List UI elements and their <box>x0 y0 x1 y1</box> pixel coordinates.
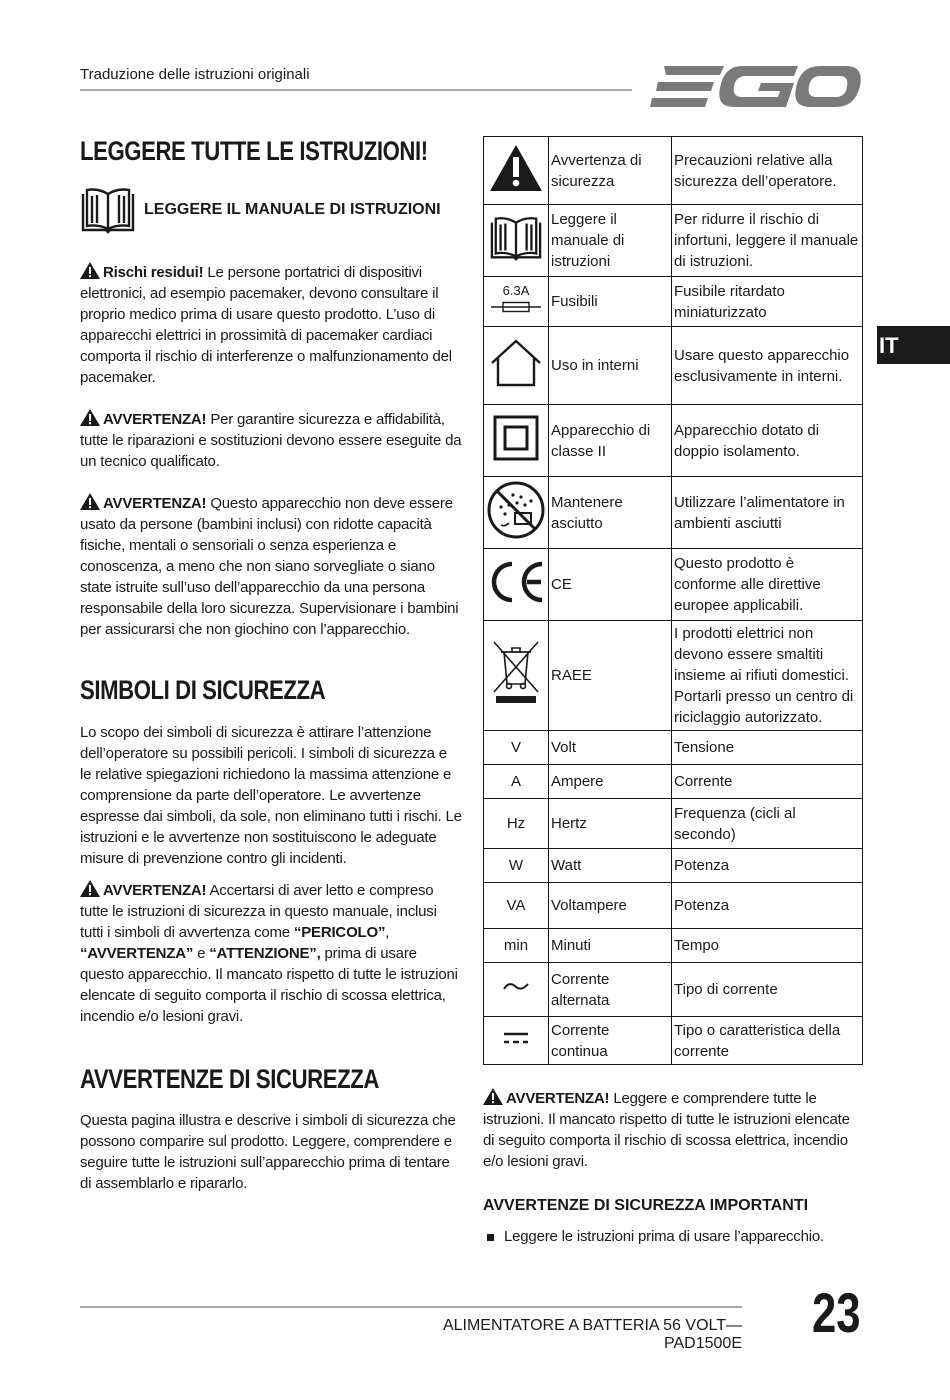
symbol-cell: V <box>484 731 549 765</box>
table-row <box>484 621 863 731</box>
symbol-name: Ampere <box>549 765 672 799</box>
symbol-name: Apparecchio di classe II <box>549 405 672 477</box>
symbols-table <box>483 136 863 1065</box>
symbol-name: Volt <box>549 731 672 765</box>
symbol-name: Watt <box>549 849 672 883</box>
fuse-rating: 6.3A <box>502 283 530 298</box>
warning-triangle-icon <box>483 1088 503 1105</box>
warning-text: Leggere e comprendere tutte le istruzioni. Il mancato rispetto di tutte le istruzioni elencate di seguito comporta il rischio di scossa elettrica, incendio e/o lesioni gravi. <box>483 1090 850 1170</box>
warning-label: AVVERTENZA! <box>103 882 207 899</box>
symbol-cell: VA <box>484 883 549 929</box>
warning-triangle-icon <box>80 880 100 897</box>
symbol-name: Voltampere <box>549 883 672 929</box>
symbol-cell <box>484 1017 549 1065</box>
rischi-paragraph <box>80 262 462 388</box>
symbol-desc: Tipo di corrente <box>672 963 863 1017</box>
symbol-desc: Tempo <box>672 929 863 963</box>
table-row <box>484 137 863 205</box>
symbol-name: Leggere il manuale di istruzioni <box>549 205 672 277</box>
symbol-desc: Usare questo apparecchio esclusivamente in interni. <box>672 327 863 405</box>
warning-label: AVVERTENZA! <box>506 1090 610 1107</box>
symbol-name: Mantenere asciutto <box>549 477 672 549</box>
language-tab: IT <box>877 326 950 364</box>
footer-product: ALIMENTATORE A BATTERIA 56 VOLT— PAD1500E <box>442 1317 742 1352</box>
symbol-desc: Fusibile ritardato miniaturizzato <box>672 277 863 327</box>
warning-read-all-paragraph <box>80 880 462 1027</box>
symbol-desc: Potenza <box>672 883 863 929</box>
warning-text-sep: e <box>193 945 210 962</box>
heading-safety-symbols: SIMBOLI DI SICUREZZA <box>80 675 326 705</box>
symbol-desc: I prodotti elettrici non devono essere smaltiti insieme ai rifiuti domestici. Portarli presso un centro di riciclaggio autorizzato. <box>672 621 863 731</box>
symbols-intro-paragraph: Lo scopo dei simboli di sicurezza è attirare l’attenzione dell’operatore su possibili pericoli. I simboli di sicurezza e le relative spiegazioni richiedono la massima attenzione e comprensione da parte dell’operatore. Le avvertenze espresse dai simboli, da sole, non eliminano tutti i rischi. Le istruzioni e le avvertenze non sostituiscono le adeguate misure di prevenzione contro gli incidenti. <box>80 724 462 867</box>
bullet-icon <box>487 1234 494 1241</box>
warning-text-end: prima di usare questo apparecchio. Il mancato rispetto di tutte le istruzioni elencate di seguito comporta il rischio di scossa elettrica, incendio e/o lesioni gravi. <box>80 945 458 1025</box>
warning-read-understand-paragraph <box>483 1088 863 1172</box>
symbol-desc: Corrente <box>672 765 863 799</box>
keep-dry-icon <box>487 481 545 539</box>
manual-notice <box>80 186 462 234</box>
symbol-cell: min <box>484 929 549 963</box>
table-row <box>484 549 863 621</box>
symbol-name: CE <box>549 549 672 621</box>
fuse-icon <box>489 301 543 313</box>
warning-triangle-icon <box>489 144 543 192</box>
symbol-cell: Hz <box>484 799 549 849</box>
symbol-cell <box>484 477 549 549</box>
house-icon <box>489 338 543 388</box>
table-row <box>484 405 863 477</box>
keyword-avvertenza: “AVVERTENZA” <box>80 945 194 962</box>
list-item-text: Leggere le istruzioni prima di usare l’apparecchio. <box>504 1228 824 1245</box>
keyword-attenzione: “ATTENZIONE”, <box>209 945 321 962</box>
symbol-cell: A <box>484 765 549 799</box>
table-row <box>484 205 863 277</box>
warning-label: AVVERTENZA! <box>103 411 207 428</box>
symbol-name: Hertz <box>549 799 672 849</box>
symbol-name: RAEE <box>549 621 672 731</box>
table-row <box>484 327 863 405</box>
warning-triangle-icon <box>80 409 100 426</box>
symbol-name: Uso in interni <box>549 327 672 405</box>
manual-book-icon <box>489 214 543 262</box>
symbol-name: Fusibili <box>549 277 672 327</box>
page-number: 23 <box>812 1281 861 1344</box>
warning-label: AVVERTENZA! <box>103 495 207 512</box>
symbol-desc: Potenza <box>672 849 863 883</box>
warning-text-sep: , <box>385 924 390 941</box>
symbol-name: Corrente alternata <box>549 963 672 1017</box>
symbol-desc: Frequenza (cicli al secondo) <box>672 799 863 849</box>
symbol-cell <box>484 277 549 327</box>
symbol-cell <box>484 405 549 477</box>
weee-bin-icon <box>492 640 540 706</box>
header-title: Traduzione delle istruzioni originali <box>80 66 310 83</box>
table-row <box>484 477 863 549</box>
warning-text: Accertarsi di aver letto e compreso tutte le istruzioni di sicurezza in questo manuale, inclusi tutti i simboli di avvertenza come <box>80 882 437 941</box>
symbol-cell <box>484 621 549 731</box>
symbol-cell: W <box>484 849 549 883</box>
symbol-desc: Questo prodotto è conforme alle direttive europee applicabili. <box>672 549 863 621</box>
symbol-name: Avvertenza di sicurezza <box>549 137 672 205</box>
table-row <box>484 765 863 799</box>
symbol-cell <box>484 137 549 205</box>
manual-book-icon <box>80 186 136 234</box>
warning-text: Per garantire sicurezza e affidabilità, tutte le riparazioni e sostituzioni devono essere eseguite da un tecnico qualificato. <box>80 411 462 470</box>
warning-triangle-icon <box>80 262 100 279</box>
brand-text: EGO <box>650 62 653 63</box>
table-row <box>484 883 863 929</box>
symbol-name: Minuti <box>549 929 672 963</box>
ce-mark-icon <box>487 560 545 604</box>
symbol-desc: Per ridurre il rischio di infortuni, leggere il manuale di istruzioni. <box>672 205 863 277</box>
keyword-pericolo: “PERICOLO” <box>293 924 386 941</box>
warning-triangle-icon <box>80 493 100 510</box>
symbol-desc: Tensione <box>672 731 863 765</box>
rischi-label: Rischi residui! <box>103 264 204 281</box>
symbol-cell <box>484 963 549 1017</box>
symbol-cell <box>484 549 549 621</box>
ac-current-icon <box>501 979 531 995</box>
manual-notice-label: LEGGERE IL MANUALE DI ISTRUZIONI <box>144 201 441 218</box>
symbol-cell <box>484 327 549 405</box>
symbol-cell <box>484 205 549 277</box>
table-row <box>484 929 863 963</box>
list-item <box>487 1226 867 1247</box>
class-two-icon <box>492 414 540 462</box>
table-row <box>484 277 863 327</box>
table-row <box>484 799 863 849</box>
warning-persons-paragraph <box>80 493 462 640</box>
ego-logo <box>650 62 862 112</box>
heading-safety-warnings: AVVERTENZE DI SICUREZZA <box>80 1064 379 1094</box>
warning-text: Questo apparecchio non deve essere usato da persone (bambini inclusi) con ridotte capacità fisiche, mentali o sensoriali o senza esperienza e conoscenza, a meno che non siano sorvegliate o siano state istruite sull’uso dell’apparecchio da una persona responsabile della loro sicurezza. Supervisionare i bambini per assicurarsi che non giochino con l’apparecchio. <box>80 495 459 638</box>
rischi-text: Le persone portatrici di dispositivi elettronici, ad esempio pacemaker, devono consultare il proprio medico prima di usare questo prodotto. L’uso di apparecchi elettrici in prossimità di pacemaker cardiaci comporta il rischio di interferenze o malfunzionamento del pacemaker. <box>80 264 452 386</box>
warning-repairs-paragraph <box>80 409 462 472</box>
table-row <box>484 963 863 1017</box>
heading-read-all: LEGGERE TUTTE LE ISTRUZIONI! <box>80 136 428 166</box>
symbol-desc: Utilizzare l’alimentatore in ambienti asciutti <box>672 477 863 549</box>
header-rule <box>80 89 632 91</box>
table-row <box>484 1017 863 1065</box>
symbol-desc: Tipo o caratteristica della corrente <box>672 1017 863 1065</box>
footer-rule <box>80 1306 742 1308</box>
table-row <box>484 731 863 765</box>
dc-current-icon <box>501 1030 531 1046</box>
symbol-name: Corrente continua <box>549 1017 672 1065</box>
warnings-intro-paragraph: Questa pagina illustra e descrive i simboli di sicurezza che possono comparire sul prodotto. Leggere, comprendere e seguire tutte le istruzioni sull’apparecchio prima di tentare di assemblarlo e ripararlo. <box>80 1112 456 1192</box>
symbol-desc: Precauzioni relative alla sicurezza dell’operatore. <box>672 137 863 205</box>
table-row <box>484 849 863 883</box>
symbol-desc: Apparecchio dotato di doppio isolamento. <box>672 405 863 477</box>
important-warnings-heading: AVVERTENZE DI SICUREZZA IMPORTANTI <box>483 1197 809 1214</box>
